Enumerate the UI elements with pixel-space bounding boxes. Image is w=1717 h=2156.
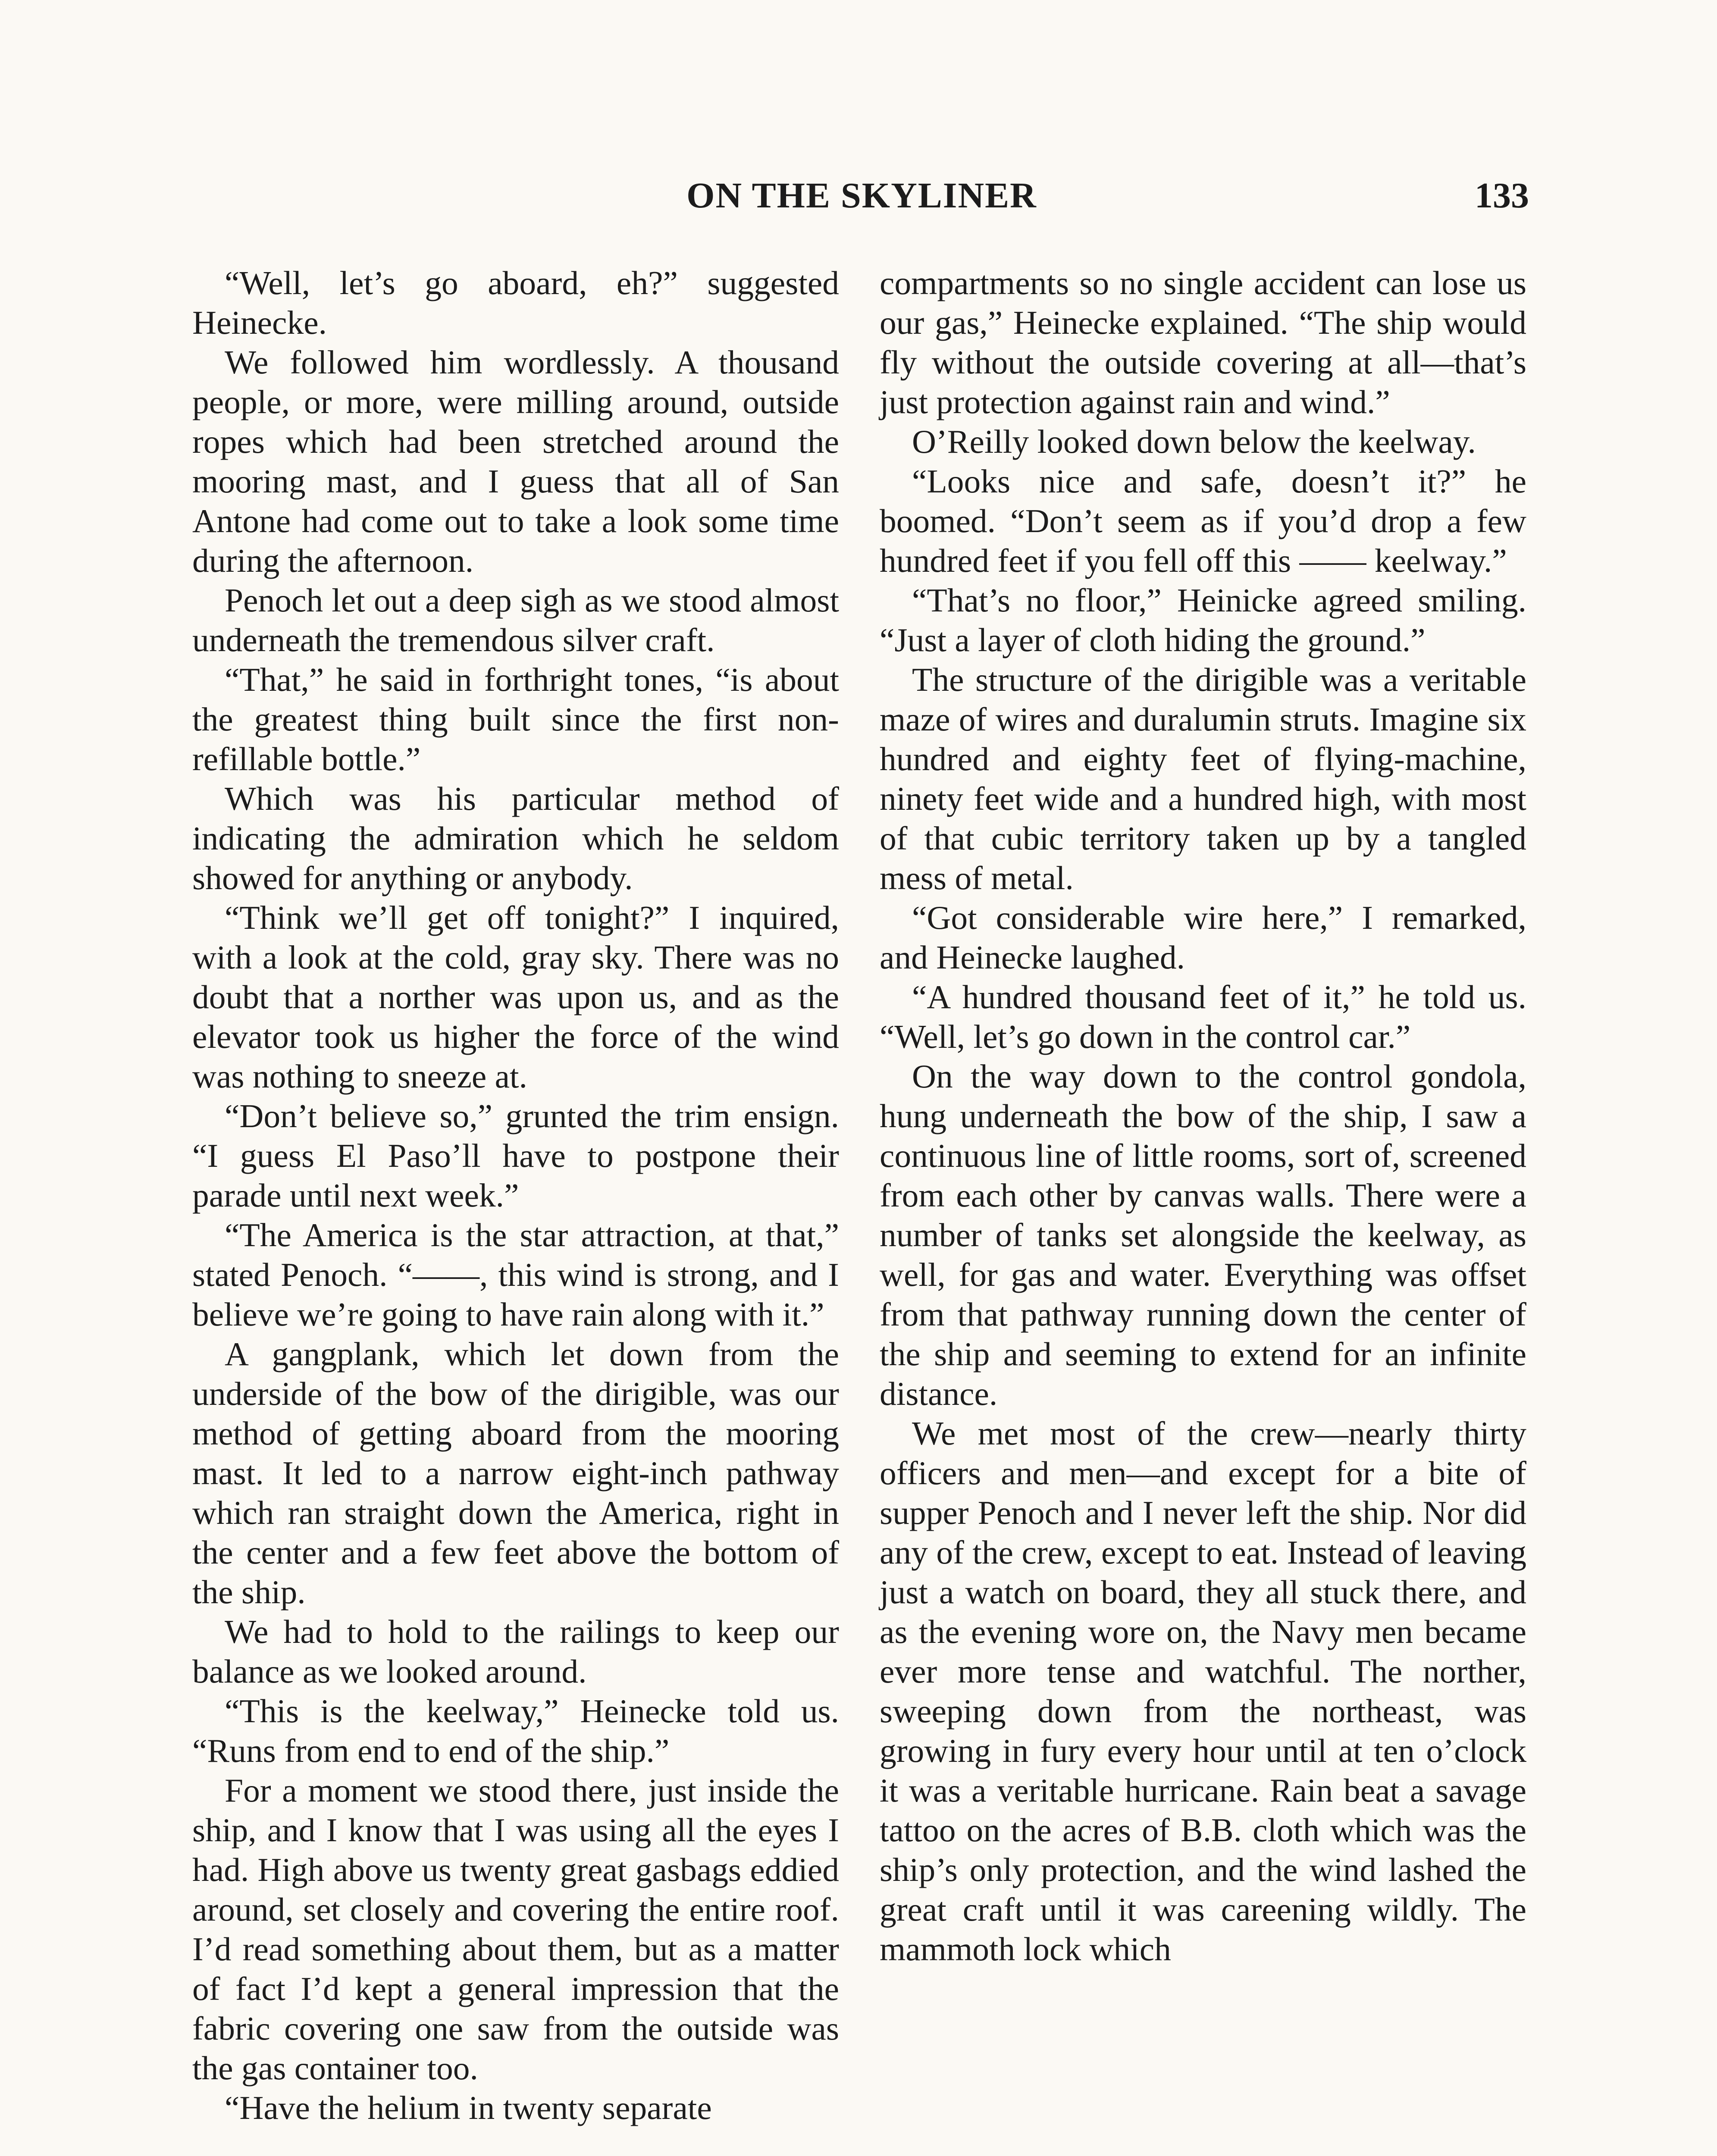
paragraph: For a moment we stood there, just inside the ship, and I know that I was using all the eyes I had. High above us twenty great gasbags eddied around, set closely and covering the entire roof. I’d read something about them, but as a matter of fact I’d kept a general impression that the fabric covering one saw from the outside was the gas container too. [192,1772,839,2087]
paragraph: Which was his particular method of indicating the admiration which he seldom showed for anything or anybody. [192,780,839,896]
right-column [880,263,1526,1969]
paragraph: The structure of the dirigible was a veritable maze of wires and duralumin struts. Imagine six hundred and eighty feet of flying-machine, ninety feet wide and a hundred high, with most of that cubic territory taken up by a tangled mess of metal. [880,661,1526,896]
paragraph: We followed him wordlessly. A thousand people, or more, were milling around, outside ropes which had been stretched around the mooring mast, and I guess that all of San Antone had come out to take a look some time during the afternoon. [192,344,839,579]
left-column [192,263,839,2128]
paragraph: A gangplank, which let down from the underside of the bow of the dirigible, was our method of getting aboard from the mooring mast. It led to a narrow eight-inch pathway which ran straight down the America, right in the center and a few feet above the bottom of the ship. [192,1335,839,1611]
paragraph: “The America is the star attraction, at that,” stated Penoch. “——, this wind is strong, and I believe we’re going to have rain along with it.” [192,1216,839,1333]
paragraph-continued: compartments so no single accident can lose us our gas,” Heinecke explained. “The ship would fly without the outside covering at all—that’s just protection against rain and wind.” [880,264,1526,420]
paragraph: “Well, let’s go aboard, eh?” suggested Heinecke. [192,264,839,341]
paragraph: “Got considerable wire here,” I remarked, and Heinecke laughed. [880,899,1526,976]
paragraph: O’Reilly looked down below the keelway. [912,423,1476,460]
paragraph: “Have the helium in twenty separate [225,2089,712,2126]
paragraph: “This is the keelway,” Heinecke told us. “Runs from end to end of the ship.” [192,1692,839,1769]
paragraph: “A hundred thousand feet of it,” he told us. “Well, let’s go down in the control car.” [880,978,1526,1055]
page-header [194,175,1529,226]
paragraph: “Think we’ll get off tonight?” I inquired, with a look at the cold, gray sky. There was no doubt that a norther was upon us, and as the elevator took us higher the force of the wind was nothing to sneeze at. [192,899,839,1095]
paragraph: We met most of the crew—nearly thirty officers and men—and except for a bite of supper Penoch and I never left the ship. Nor did any of the crew, except to eat. Instead of leaving just a watch on board, they all stuck there, and as the evening wore on, the Navy men became ever more tense and watchful. The norther, sweeping down from the northeast, was growing in fury every hour until at ten o’clock it was a veritable hurricane. Rain beat a savage tattoo on the acres of B.B. cloth which was the ship’s only protection, and the wind lashed the great craft until it was careening wildly. The mammoth lock which [880,1415,1526,1968]
page-number: 133 [1475,175,1529,216]
paragraph: “Looks nice and safe, doesn’t it?” he boomed. “Don’t seem as if you’d drop a few hundred feet if you fell off this —— keelway.” [880,463,1526,579]
paragraph: We had to hold to the railings to keep our balance as we looked around. [192,1613,839,1690]
paragraph: “Don’t believe so,” grunted the trim ensign. “I guess El Paso’ll have to postpone their parade until next week.” [192,1097,839,1214]
paragraph: Penoch let out a deep sigh as we stood almost underneath the tremendous silver craft. [192,582,839,658]
running-title: ON THE SKYLINER [686,175,1037,216]
paragraph: “That’s no floor,” Heinicke agreed smiling. “Just a layer of cloth hiding the ground.” [880,582,1526,658]
paragraph: On the way down to the control gondola, hung underneath the bow of the ship, I saw a continuous line of little rooms, sort of, screened from each other by canvas walls. There were a number of tanks set alongside the keelway, as well, for gas and water. Everything was offset from that pathway running down the center of the ship and seeming to extend for an infinite distance. [880,1058,1526,1412]
paragraph: “That,” he said in forthright tones, “is about the greatest thing built since the first non-refillable bottle.” [192,661,839,777]
